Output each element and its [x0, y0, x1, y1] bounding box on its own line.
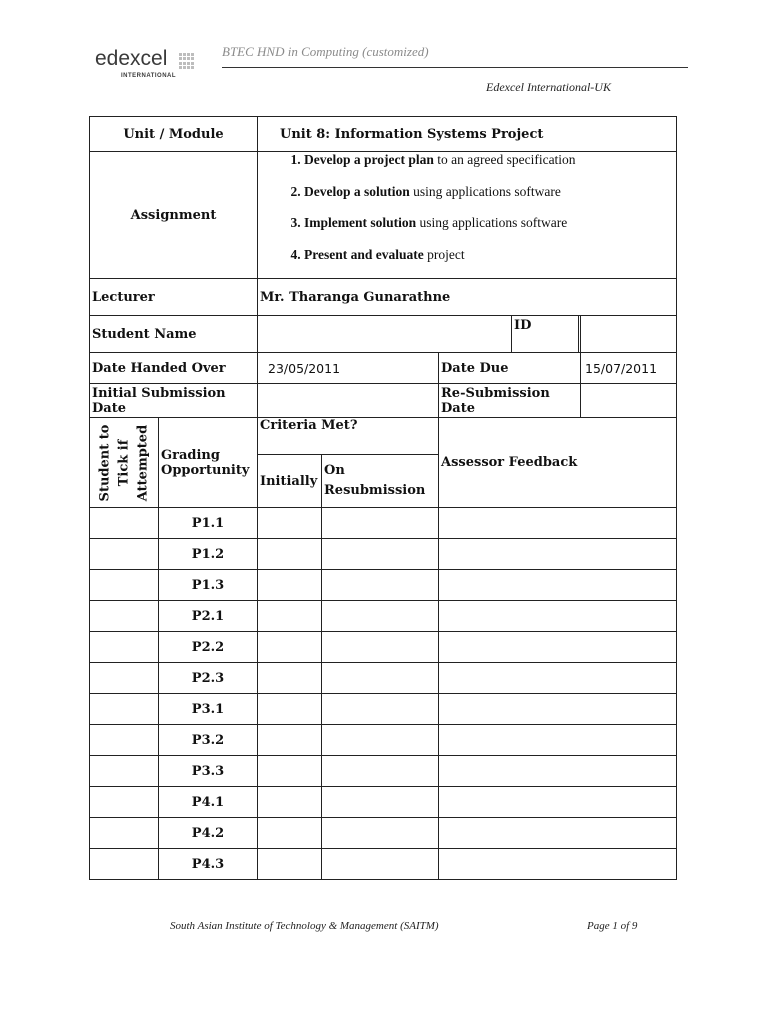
initially-cell[interactable]	[258, 849, 322, 880]
id-label: ID	[514, 318, 532, 333]
student-name-field[interactable]	[258, 316, 581, 353]
tick-checkbox-cell[interactable]	[90, 663, 159, 694]
criterion-code: P3.1	[159, 694, 258, 725]
criteria-row	[90, 663, 677, 694]
on-resubmission-header: On Resubmission	[322, 455, 439, 508]
footer-page-number: Page 1 of 9	[587, 920, 638, 932]
task-item: 2. Develop a solution using applications software	[304, 184, 674, 216]
tick-checkbox-cell[interactable]	[90, 632, 159, 663]
unit-value: Unit 8: Information Systems Project	[258, 117, 677, 152]
criterion-code: P3.3	[159, 756, 258, 787]
assessor-feedback-cell[interactable]	[439, 539, 677, 570]
assessor-feedback-cell[interactable]	[439, 570, 677, 601]
assessor-feedback-cell[interactable]	[439, 663, 677, 694]
date-handed-label: Date Handed Over	[90, 353, 258, 384]
criteria-row	[90, 601, 677, 632]
task-item: 1. Develop a project plan to an agreed specification	[304, 152, 674, 184]
unit-row	[90, 117, 677, 152]
criteria-met-header: Criteria Met?	[258, 418, 439, 455]
resubmission-label: Re-Submission Date	[439, 384, 581, 418]
student-name-label: Student Name	[90, 316, 258, 353]
assignment-cover-form	[89, 116, 677, 880]
criterion-code: P1.2	[159, 539, 258, 570]
tick-checkbox-cell[interactable]	[90, 818, 159, 849]
tick-header	[90, 418, 159, 508]
tick-checkbox-cell[interactable]	[90, 725, 159, 756]
tick-checkbox-cell[interactable]	[90, 694, 159, 725]
initially-cell[interactable]	[258, 787, 322, 818]
assessor-feedback-header: Assessor Feedback	[439, 418, 677, 508]
tick-checkbox-cell[interactable]	[90, 570, 159, 601]
criteria-row	[90, 849, 677, 880]
id-field[interactable]	[581, 316, 677, 353]
resubmission-field[interactable]	[581, 384, 677, 418]
lecturer-value: Mr. Tharanga Gunarathne	[258, 279, 677, 316]
criteria-row	[90, 694, 677, 725]
initially-cell[interactable]	[258, 756, 322, 787]
initially-cell[interactable]	[258, 508, 322, 539]
assessor-feedback-cell[interactable]	[439, 787, 677, 818]
assignment-row	[90, 152, 677, 279]
on-resubmission-cell[interactable]	[322, 601, 439, 632]
tick-checkbox-cell[interactable]	[90, 787, 159, 818]
assessor-feedback-cell[interactable]	[439, 508, 677, 539]
assessor-feedback-cell[interactable]	[439, 601, 677, 632]
header-organization: Edexcel International-UK	[486, 80, 611, 94]
initial-submission-field[interactable]	[258, 384, 439, 418]
criteria-row	[90, 508, 677, 539]
tick-checkbox-cell[interactable]	[90, 756, 159, 787]
criteria-row	[90, 570, 677, 601]
task-list	[260, 152, 674, 278]
initially-cell[interactable]	[258, 725, 322, 756]
on-resubmission-cell[interactable]	[322, 849, 439, 880]
student-row	[90, 316, 677, 353]
lecturer-row	[90, 279, 677, 316]
on-resubmission-cell[interactable]	[322, 725, 439, 756]
on-resubmission-cell[interactable]	[322, 508, 439, 539]
lecturer-label: Lecturer	[90, 279, 258, 316]
criteria-row	[90, 787, 677, 818]
date-due-label: Date Due	[439, 353, 581, 384]
tick-header-line: Student to	[97, 424, 113, 501]
assignment-tasks	[258, 152, 677, 279]
criteria-header-row	[90, 418, 677, 455]
assessor-feedback-cell[interactable]	[439, 756, 677, 787]
dates-row	[90, 353, 677, 384]
criterion-code: P4.2	[159, 818, 258, 849]
initially-cell[interactable]	[258, 818, 322, 849]
criteria-row	[90, 756, 677, 787]
criterion-code: P4.1	[159, 787, 258, 818]
assignment-label: Assignment	[90, 152, 258, 279]
footer-institution: South Asian Institute of Technology & Management (SAITM)	[170, 920, 439, 932]
assessor-feedback-cell[interactable]	[439, 632, 677, 663]
criteria-list	[90, 508, 677, 880]
criterion-code: P4.3	[159, 849, 258, 880]
initially-header: Initially	[258, 455, 322, 508]
initially-cell[interactable]	[258, 694, 322, 725]
tick-header-line: Tick if	[116, 439, 132, 486]
on-resubmission-cell[interactable]	[322, 663, 439, 694]
on-resubmission-cell[interactable]	[322, 787, 439, 818]
assessor-feedback-cell[interactable]	[439, 694, 677, 725]
criterion-code: P3.2	[159, 725, 258, 756]
logo-subtitle: INTERNATIONAL	[121, 73, 177, 79]
on-resubmission-cell[interactable]	[322, 756, 439, 787]
logo-dots-icon	[179, 53, 195, 69]
assessor-feedback-cell[interactable]	[439, 849, 677, 880]
initial-submission-label: Initial Submission Date	[90, 384, 258, 418]
initially-cell[interactable]	[258, 601, 322, 632]
initially-cell[interactable]	[258, 663, 322, 694]
date-due-value: 15/07/2011	[581, 353, 677, 384]
tick-checkbox-cell[interactable]	[90, 539, 159, 570]
edexcel-logo	[95, 47, 205, 83]
submission-row	[90, 384, 677, 418]
on-resubmission-cell[interactable]	[322, 539, 439, 570]
tick-header-line: Attempted	[135, 424, 151, 501]
on-resubmission-cell[interactable]	[322, 632, 439, 663]
tick-checkbox-cell[interactable]	[90, 849, 159, 880]
criteria-row	[90, 632, 677, 663]
assessor-feedback-cell[interactable]	[439, 818, 677, 849]
on-resubmission-cell[interactable]	[322, 694, 439, 725]
tick-checkbox-cell[interactable]	[90, 601, 159, 632]
date-handed-value: 23/05/2011	[258, 353, 439, 384]
tick-checkbox-cell[interactable]	[90, 508, 159, 539]
criterion-code: P2.3	[159, 663, 258, 694]
task-item: 4. Present and evaluate project	[304, 247, 674, 279]
logo-wordmark: edexcel	[95, 47, 168, 70]
task-item: 3. Implement solution using applications software	[304, 215, 674, 247]
on-resubmission-cell[interactable]	[322, 818, 439, 849]
assessor-feedback-cell[interactable]	[439, 725, 677, 756]
unit-label: Unit / Module	[90, 117, 258, 152]
on-resubmission-cell[interactable]	[322, 570, 439, 601]
criteria-row	[90, 725, 677, 756]
initially-cell[interactable]	[258, 539, 322, 570]
grading-opportunity-header: Grading Opportunity	[159, 418, 258, 508]
initially-cell[interactable]	[258, 570, 322, 601]
header-rule	[222, 67, 688, 68]
criterion-code: P2.1	[159, 601, 258, 632]
initially-cell[interactable]	[258, 632, 322, 663]
criterion-code: P2.2	[159, 632, 258, 663]
document-header-title: BTEC HND in Computing (customized)	[222, 44, 429, 59]
criterion-code: P1.1	[159, 508, 258, 539]
criterion-code: P1.3	[159, 570, 258, 601]
criteria-row	[90, 539, 677, 570]
criteria-row	[90, 818, 677, 849]
